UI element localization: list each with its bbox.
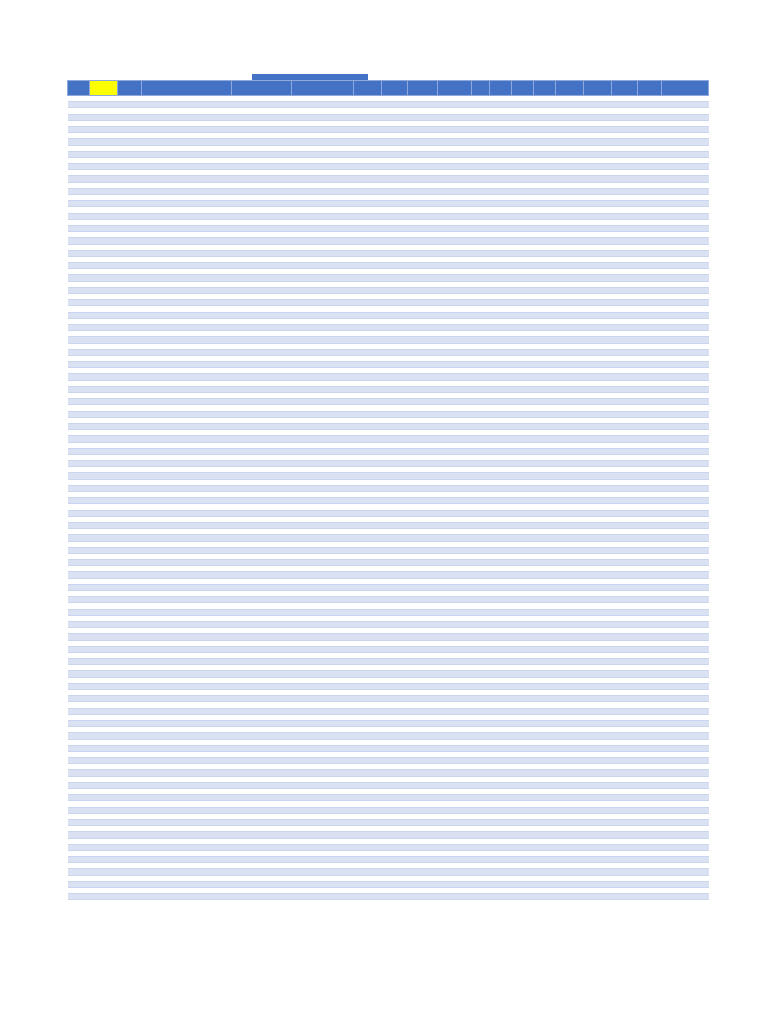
table-cell[interactable]	[118, 894, 142, 900]
column-header[interactable]	[354, 81, 382, 96]
column-header[interactable]	[638, 81, 662, 96]
table-cell[interactable]	[142, 894, 232, 900]
column-header[interactable]	[292, 81, 354, 96]
spreadsheet	[67, 74, 708, 900]
column-header[interactable]	[612, 81, 638, 96]
column-header[interactable]	[118, 81, 142, 96]
table-cell[interactable]	[292, 894, 354, 900]
table-cell[interactable]	[472, 894, 490, 900]
table-cell[interactable]	[490, 894, 512, 900]
header-row	[68, 81, 709, 96]
table-cell[interactable]	[512, 894, 534, 900]
table-row	[68, 894, 709, 900]
column-header[interactable]	[662, 81, 709, 96]
table-cell[interactable]	[382, 894, 408, 900]
column-header[interactable]	[584, 81, 612, 96]
column-header[interactable]	[556, 81, 584, 96]
table-cell[interactable]	[68, 894, 90, 900]
table-cell[interactable]	[438, 894, 472, 900]
table-cell[interactable]	[556, 894, 584, 900]
column-header[interactable]	[232, 81, 292, 96]
column-header[interactable]	[490, 81, 512, 96]
column-header[interactable]	[90, 81, 118, 96]
column-header[interactable]	[142, 81, 232, 96]
table-cell[interactable]	[612, 894, 638, 900]
table-body	[68, 96, 709, 900]
table-cell[interactable]	[232, 894, 292, 900]
table-cell[interactable]	[662, 894, 709, 900]
column-header[interactable]	[472, 81, 490, 96]
column-header[interactable]	[68, 81, 90, 96]
table-cell[interactable]	[354, 894, 382, 900]
data-table	[67, 80, 709, 900]
column-header[interactable]	[408, 81, 438, 96]
table-cell[interactable]	[638, 894, 662, 900]
column-header[interactable]	[382, 81, 408, 96]
column-header[interactable]	[438, 81, 472, 96]
column-header[interactable]	[534, 81, 556, 96]
table-cell[interactable]	[90, 894, 118, 900]
table-cell[interactable]	[584, 894, 612, 900]
table-cell[interactable]	[534, 894, 556, 900]
column-header[interactable]	[512, 81, 534, 96]
table-cell[interactable]	[408, 894, 438, 900]
